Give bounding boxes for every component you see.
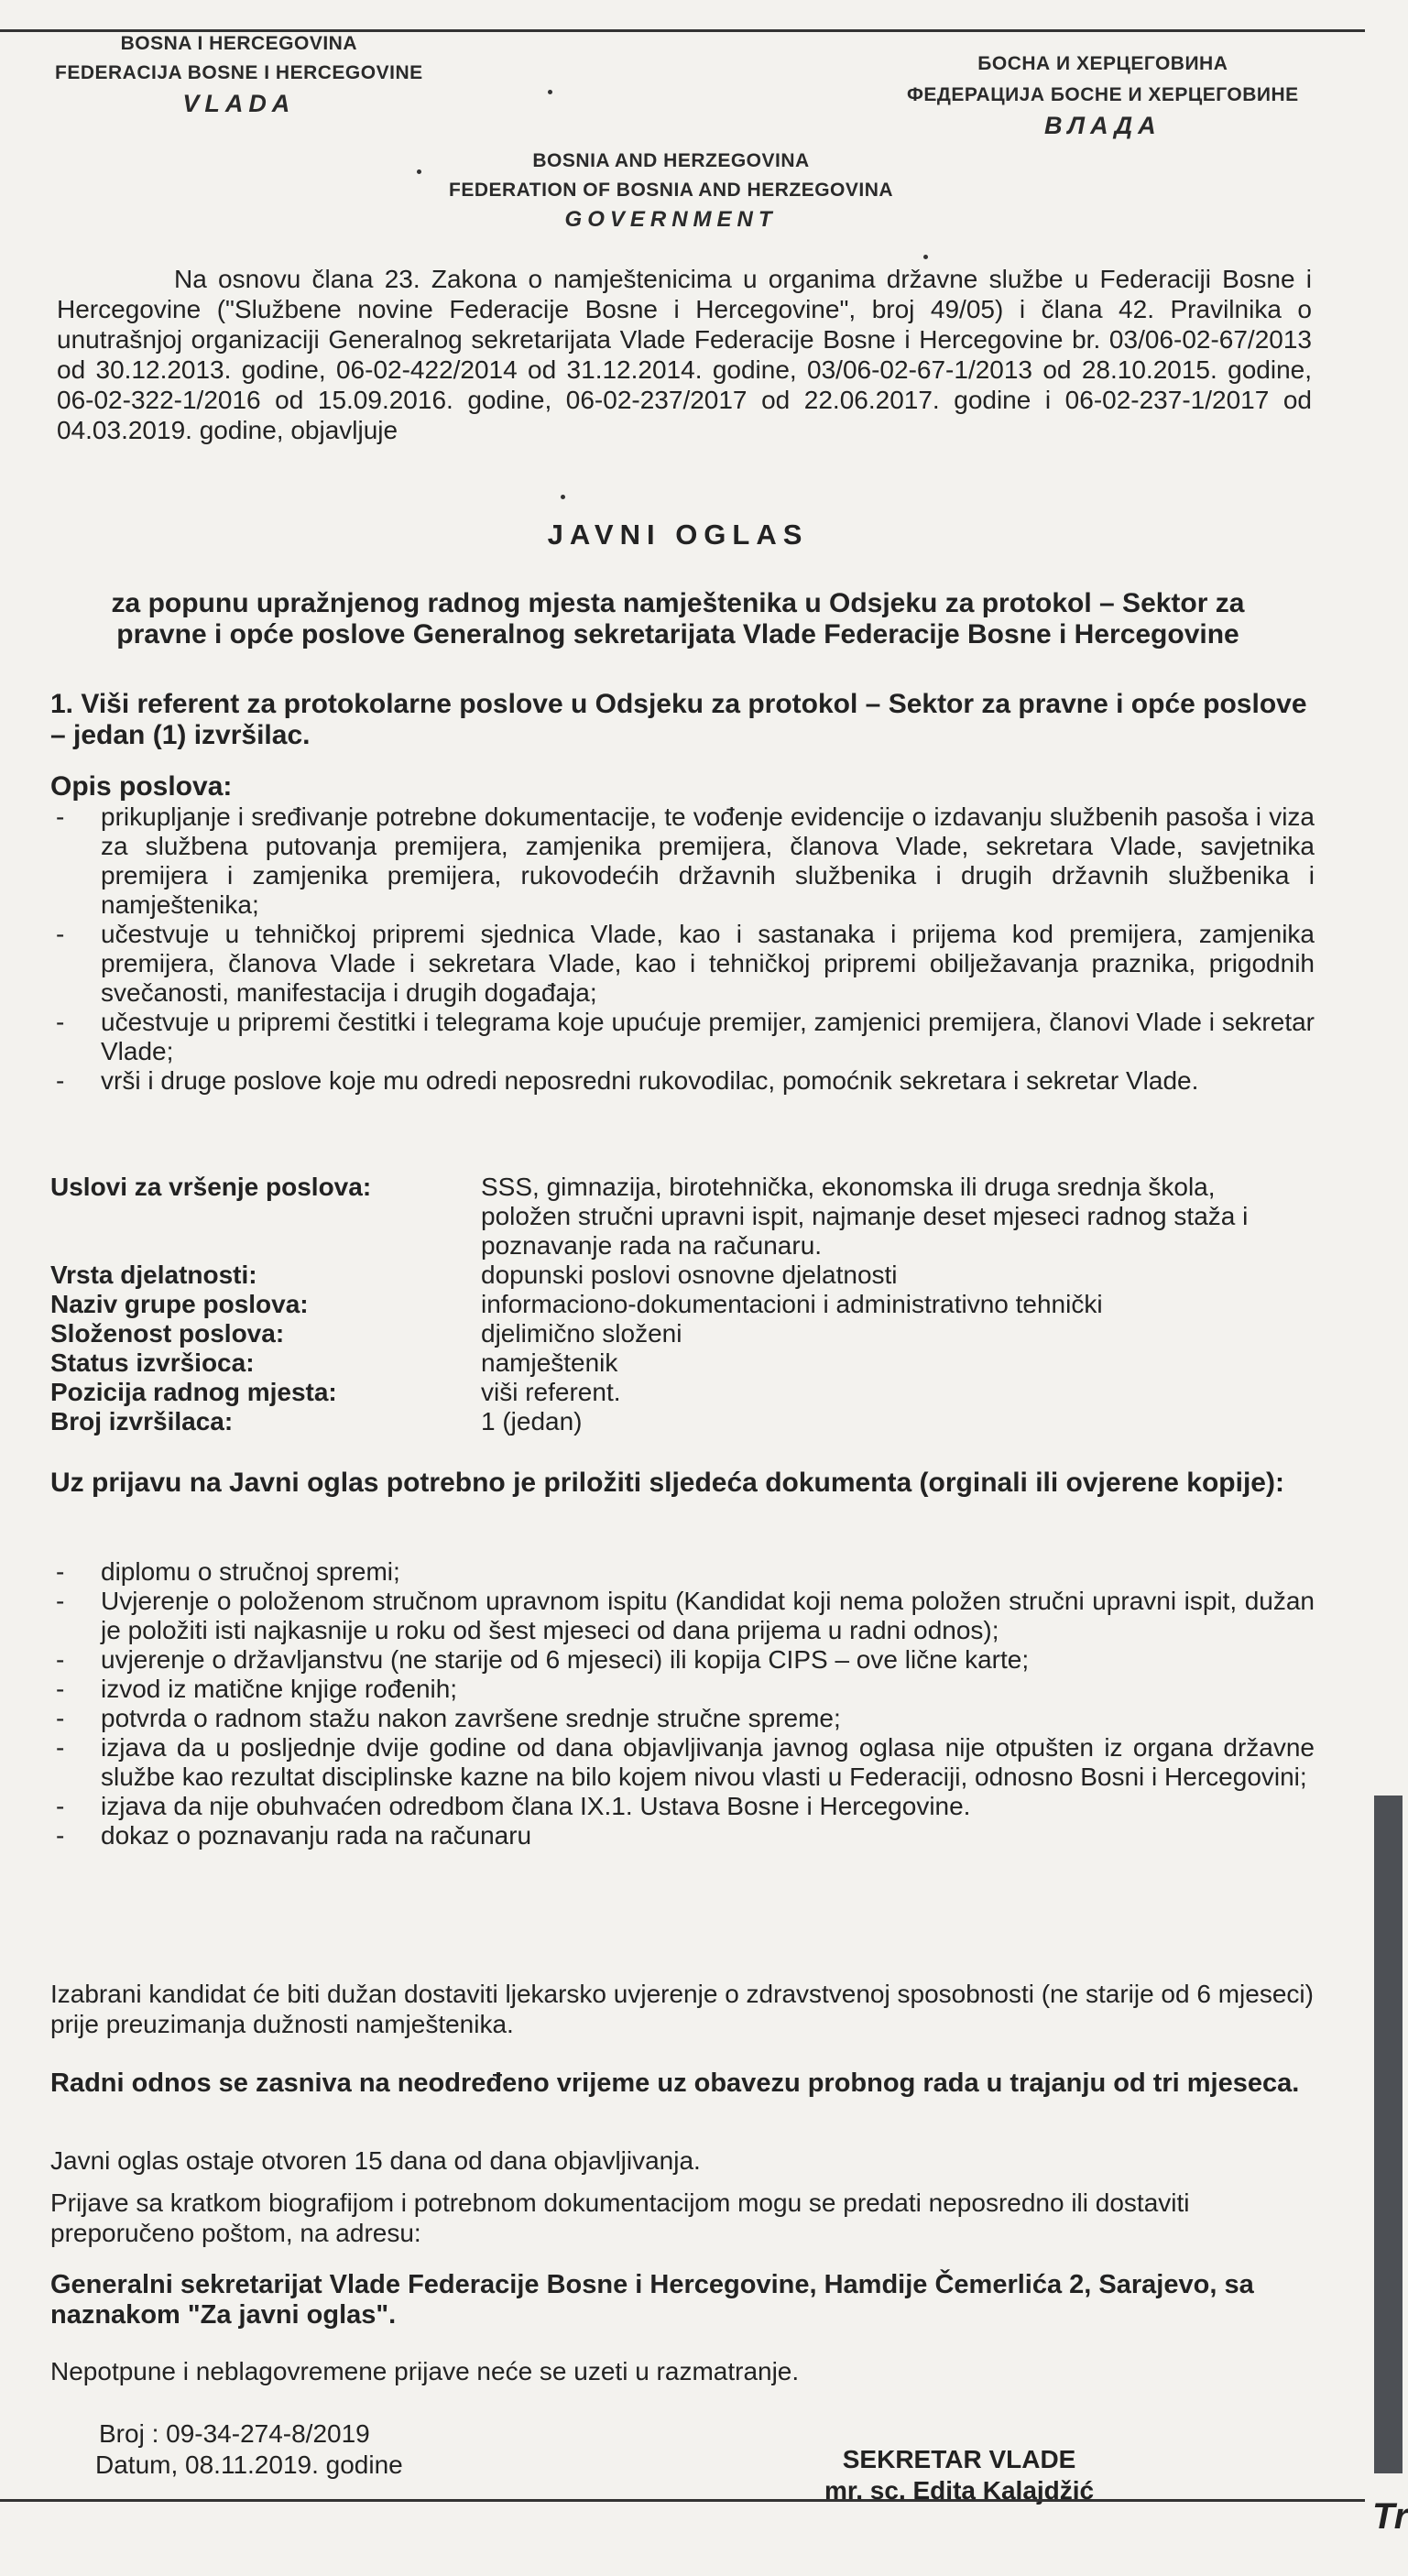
- list-item: - Uvjerenje o položenom stručnom upravnom ispitu (Kandidat koji nema položen stručni upravni ispit, dužan je položiti isti najkasnije u roku od šest mjeseci od dana prijema u radni odnos);: [50, 1587, 1315, 1645]
- header-center-line3: GOVERNMENT: [564, 207, 778, 232]
- list-item: - potvrda o radnom stažu nakon završene srednje stručne spreme;: [50, 1704, 1315, 1733]
- header-center: [449, 150, 893, 233]
- condition-label: Vrsta djelatnosti:: [50, 1261, 257, 1289]
- header-left-line1: BOSNA I HERCEGOVINA: [120, 33, 358, 54]
- duties-heading: Opis poslova:: [50, 771, 233, 802]
- list-item: - izjava da u posljednje dvije godine od dana objavljivanja javnog oglasa nije otpušten iz organa državne službe kao rezultat disciplinske kazne na bilo kojem nivou vlasti u Federaciji, odnosno Bosni i Hercegovini;: [50, 1733, 1315, 1792]
- adjacent-page-strip: [1374, 1796, 1403, 2473]
- duties-list: [50, 802, 1315, 1096]
- condition-value: informaciono-dokumentacioni i administrativno tehnički: [481, 1290, 1103, 1318]
- header-right-line1: БОСНА И ХЕРЦЕГОВИНА: [977, 53, 1228, 74]
- documents-heading: Uz prijavu na Javni oglas potrebno je priložiti sljedeća dokumenta (orginali ili ovjerene kopije):: [50, 1468, 1284, 1498]
- condition-label: Složenost poslova:: [50, 1319, 285, 1348]
- condition-value: 1 (jedan): [481, 1407, 583, 1435]
- header-left-line2: FEDERACIJA BOSNE I HERCEGOVINE: [55, 62, 423, 83]
- header-left: [55, 33, 423, 118]
- list-item: - izjava da nije obuhvaćen odredbom člana IX.1. Ustava Bosne i Hercegovine.: [50, 1792, 1315, 1821]
- condition-value: djelimično složeni: [481, 1319, 682, 1348]
- header-right: [907, 53, 1299, 140]
- signature-name: mr. sc. Edita Kalajdžić: [824, 2476, 1095, 2505]
- list-item: - učestvuje u tehničkoj pripremi sjednica Vlade, kao i sastanaka i prijema kod premijera, zamjenika premijera, članova Vlade i sekretara Vlade, kao i tehničkoj pripremi obilježavanja praznika, prigodnih svečanosti, manifestacija i drugih događaja;: [50, 920, 1315, 1008]
- print-speck: [417, 169, 421, 174]
- condition-label: Uslovi za vršenje poslova:: [50, 1173, 372, 1201]
- condition-value: namještenik: [481, 1348, 618, 1377]
- intro-paragraph: Na osnovu člana 23. Zakona o namještenicima u organima državne službe u Federaciji Bosne i Hercegovine ("Službene novine Federacije Bosne i Hercegovine", broj 49/05) i člana 42. Pravilnika o unutrašnjoj organizaciji Generalnog sekretarijata Vlade Federacije Bosne i Hercegovine br. 03/06-02-67/2013 od 30.12.2013. godine, 06-02-422/2014 od 31.12.2014. godine, 03/06-02-67-1/2013 od 28.10.2015. godine, 06-02-322-1/2016 od 15.09.2016. godine, 06-02-237/2017 od 22.06.2017. godine i 06-02-237-1/2017 od 04.03.2019. godine, objavljuje: [57, 265, 1312, 444]
- condition-row: [50, 1261, 1315, 1290]
- notice-subtitle: za popunu upražnjenog radnog mjesta namještenika u Odsjeku za protokol – Sektor za pravne i opće poslove Generalnog sekretarijata Vlade Federacije Bosne i Hercegovine: [111, 588, 1245, 649]
- condition-row: [50, 1319, 1315, 1348]
- condition-label: Broj izvršilaca:: [50, 1407, 234, 1435]
- notice-title: JAVNI OGLAS: [547, 518, 809, 551]
- list-item: - diplomu o stručnoj spremi;: [50, 1557, 1315, 1587]
- condition-value: dopunski poslovi osnovne djelatnosti: [481, 1261, 898, 1289]
- condition-label: Status izvršioca:: [50, 1348, 255, 1377]
- position-title: 1. Viši referent za protokolarne poslove u Odsjeku za protokol – Sektor za pravne i opće poslove – jedan (1) izvršilac.: [50, 689, 1307, 750]
- top-border: [0, 0, 1365, 32]
- list-item: - prikupljanje i sređivanje potrebne dokumentacije, te vođenje evidencije o izdavanju službenih pasoša i viza za službena putovanja premijera, zamjenika premijera, članova Vlade, sekretara Vlade, savjetnika premijera i zamjenika premijera, rukovodećih državnih službenika i drugih državnih službenika i namještenika;: [50, 802, 1315, 920]
- condition-value: viši referent.: [481, 1378, 621, 1406]
- condition-row: [50, 1173, 1315, 1261]
- reference-date: Datum, 08.11.2019. godine: [95, 2450, 403, 2479]
- header-left-line3: VLADA: [182, 90, 296, 117]
- open-period-paragraph: Javni oglas ostaje otvoren 15 dana od dana objavljivanja.: [50, 2146, 701, 2175]
- list-item: - učestvuje u pripremi čestitki i telegrama koje upućuje premijer, zamjenici premijera, članovi Vlade i sekretar Vlade;: [50, 1008, 1315, 1066]
- condition-label: Naziv grupe poslova:: [50, 1290, 309, 1318]
- employment-terms-paragraph: Radni odnos se zasniva na neodređeno vrijeme uz obavezu probnog rada u trajanju od tri mjeseca.: [50, 2068, 1300, 2098]
- documents-list: [50, 1557, 1315, 1850]
- condition-label: Pozicija radnog mjesta:: [50, 1378, 337, 1406]
- condition-row: [50, 1407, 1315, 1436]
- list-item: - vrši i druge poslove koje mu odredi neposredni rukovodilac, pomoćnik sekretara i sekretar Vlade.: [50, 1066, 1315, 1096]
- list-item: - uvjerenje o državljanstvu (ne starije od 6 mjeseci) ili kopija CIPS – ove lične karte;: [50, 1645, 1315, 1675]
- signature-block: [824, 2444, 1094, 2506]
- header-center-line1: BOSNIA AND HERZEGOVINA: [532, 150, 810, 171]
- condition-row: [50, 1290, 1315, 1319]
- condition-value: SSS, gimnazija, birotehnička, ekonomska ili druga srednja škola, položen stručni upravni ispit, najmanje deset mjeseci radnog staža i poznavanje rada na računaru.: [481, 1173, 1249, 1260]
- header-right-line2: ФЕДЕРАЦИЈА БОСНЕ И ХЕРЦЕГОВИНЕ: [907, 84, 1299, 105]
- list-item: - dokaz o poznavanju rada na računaru: [50, 1821, 1315, 1850]
- header-center-line2: FEDERATION OF BOSNIA AND HERZEGOVINA: [449, 180, 894, 201]
- conditions-table: [50, 1173, 1315, 1436]
- reference-block: [95, 2418, 403, 2481]
- condition-row: [50, 1378, 1315, 1407]
- candidate-medical-paragraph: Izabrani kandidat će biti dužan dostaviti ljekarsko uvjerenje o zdravstvenoj sposobnosti (ne starije od 6 mjeseci) prije preuzimanja dužnosti namještenika.: [50, 1980, 1314, 2038]
- signature-title: SEKRETAR VLADE: [842, 2445, 1076, 2473]
- header-right-line3: ВЛАДА: [1044, 112, 1162, 139]
- list-item: - izvod iz matične knjige rođenih;: [50, 1675, 1315, 1704]
- submission-paragraph: Prijave sa kratkom biografijom i potrebnom dokumentacijom mogu se predati neposredno ili dostaviti preporučeno poštom, na adresu:: [50, 2189, 1190, 2247]
- address-paragraph: Generalni sekretarijat Vlade Federacije Bosne i Hercegovine, Hamdije Čemerlića 2, Sarajevo, sa naznakom "Za javni oglas".: [50, 2270, 1254, 2330]
- condition-row: [50, 1348, 1315, 1378]
- print-speck: [923, 255, 928, 259]
- print-speck: [548, 90, 552, 94]
- print-speck: [561, 495, 565, 499]
- reference-number: Broj : 09-34-274-8/2019: [99, 2419, 370, 2448]
- adjacent-page-text: Tr: [1372, 2496, 1408, 2537]
- bottom-border: [0, 2499, 1365, 2502]
- incomplete-applications-paragraph: Nepotpune i neblagovremene prijave neće se uzeti u razmatranje.: [50, 2357, 800, 2385]
